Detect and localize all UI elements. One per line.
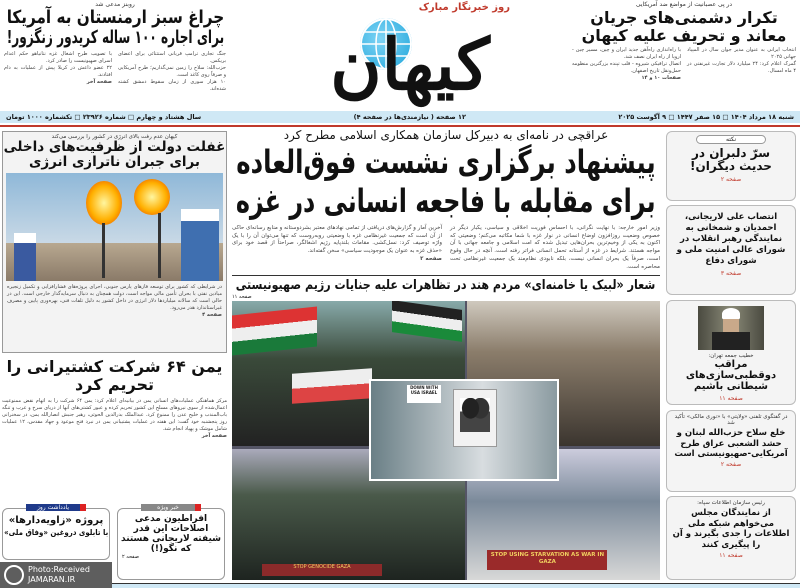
bullet: گمرک اعلام کرد: ۲۴ میلیارد دلار تجارت غیرنفتی در ۴ ماه امسال.	[687, 61, 796, 74]
page-ref: صفحه آخر	[86, 78, 112, 85]
kicker-text: عراقچی در نامه‌ای به دبیرکل سازمان همکاری اسلامی مطرح کرد	[283, 128, 609, 142]
page-ref: صفحه ۲	[720, 460, 742, 468]
worker	[14, 233, 36, 281]
flag	[392, 301, 462, 342]
headline	[232, 145, 660, 181]
flag	[232, 306, 317, 355]
headline-text: یمن ۶۴ شرکت کشتیرانی را	[6, 357, 223, 376]
kicker: در گفتگوی تلفنی «ولایتی» با «نوری مالکی» تأکید شد	[674, 414, 788, 426]
headline: مراقب دوقطبی‌سازی‌های شیطانی باشیم	[685, 359, 777, 393]
energy-story[interactable]	[2, 131, 227, 353]
bullet: با تصویب طرح اشغال غزه نتانیاهو حکم اعدام اسرای صهیونیست را صادر کرد.	[4, 50, 112, 64]
sign: STOP GENOCIDE GAZA	[262, 564, 382, 576]
india-headline[interactable]	[232, 279, 660, 294]
date: شنبه ۱۸ مرداد ۱۴۰۴ □ ۱۵ صفر ۱۴۴۷ □ ۹ آگوست ۲۰۲۵	[618, 113, 794, 121]
headline-text: برای جبران ناترازی انرژی	[29, 154, 200, 171]
sign: DOWN WITH USA ISRAEL	[407, 385, 441, 403]
page-ref: صفحه ۲	[122, 554, 139, 561]
logo: کیهان	[330, 23, 490, 106]
page-ref: صفحات ۱۰ و ۱۴	[641, 75, 681, 81]
headline	[232, 184, 660, 220]
watermark	[0, 562, 112, 588]
info-bar	[0, 111, 800, 123]
bullet: با راه‌اندازی راه‌آهن جدید ایران و چین، مسیر چین - اروپا از راه ایران نصف شد.	[572, 47, 681, 60]
bullet: اتصال ترافیکی شیروه - قلب تپنده بزرگترین منظومه حمل‌ونقل تاریخ اصفهان.	[572, 61, 681, 74]
sidebar-item-hezbollah[interactable]	[666, 410, 796, 492]
portrait-poster	[453, 389, 497, 447]
sidebar-item-friday-prayer[interactable]	[666, 300, 796, 405]
page-ref: صفحه آخر	[201, 432, 227, 439]
headline	[3, 140, 226, 155]
page-ref: صفحه ۱۱	[719, 394, 743, 402]
headline: از نمایندگان مجلس می‌خواهم شبکه ملی اطلاعات را جدی بگیرند و آن را پیگیری کنند	[672, 508, 790, 550]
photo-portrait-center	[369, 379, 559, 481]
bullet: ۱۰ هزار سوری از زمان سقوط دمشق کشته شده‌اند.	[118, 78, 226, 92]
lead-story[interactable]	[232, 129, 660, 271]
headline: انتصاب علی لاریجانی، احمدیان و شمخانی به نمایندگی رهبر انقلاب در شورای عالی امنیت ملی و شورای دفاع	[676, 212, 786, 267]
top-left-story[interactable]	[4, 1, 226, 110]
center-column	[232, 129, 660, 580]
headline-text: پیشنهاد برگزاری نشست فوق‌العاده	[236, 143, 656, 182]
page-ref: صفحه ۳	[720, 270, 742, 278]
bullet: حزب‌الله: سلاح را زمین نمی‌گذاریم؛ طرح آمریکایی و صرفاً روی کاغذ است.	[118, 64, 226, 78]
body: وزیر امور خارجه: با نهایت نگرانی، با احساس فوریت اخلاقی و سیاسی، یکبار دیگر در خصوص وضعیت روزافزون اوضاع انسانی در نوار غزه با شما مکاتبه می‌کنم؛ وضعیتی که اکنون به یکی از وخیم‌ترین بحران‌هایی تبدیل شده که امت اسلامی و جامعه جهانی با آن مواجه هستند. شرایط در غزه از آستانه تحمل انسانی فراتر رفته است. آنچه در حال وقوع است، صرفاً یک بحران انسانی نیست، بلکه نابودی نظام‌مند یک جمعیت غیرنظامی تحت محاصره است.	[450, 225, 660, 270]
worker	[181, 209, 219, 281]
kicker: روبنز مدعی شد	[95, 1, 135, 8]
bottom-bar	[112, 583, 800, 588]
headline	[4, 8, 226, 28]
watermark-line: JAMARAN.IR	[28, 575, 76, 584]
kicker: رئیس سازمان اطلاعات سپاه:	[697, 500, 765, 506]
page-ref: صفحه ۲	[420, 255, 442, 262]
headline	[4, 28, 226, 48]
gas-flare-photo	[6, 173, 223, 281]
headline-text: چراغ سبز ارمنستان به آمریکا	[6, 7, 224, 29]
body: در شرایطی که کشور برای توسعه فازهای پارس جنوبی، اجرای پروژه‌های فشارافزایی و تکمیل زنجیره میادین نفتی با بحران تأمین مالی مواجه است، دولت همچنان به دنبال سرمایه‌گذار خارجی است. این در حالی است که سالانه میلیاردها دلار انرژی در داخل کشور به دلیل تلفات فنی، بهره‌وری پایین و مصرف غیراستاندارد هدر می‌رود.	[7, 284, 222, 312]
sidebar-item-note[interactable]	[666, 131, 796, 201]
headline: افراطیون مدعی اصلاحات این قدر شیفته لاریجانی هستند که نگو(!)	[121, 514, 221, 555]
subheadline	[3, 529, 109, 538]
tag: یادداشت روز	[26, 504, 86, 511]
special-news-box[interactable]	[117, 504, 225, 580]
flame	[86, 181, 122, 225]
watermark-line: Photo:Received	[28, 565, 90, 575]
subheadline-text: با تابلوی دروغین «وفاق ملی»	[3, 528, 108, 538]
headline: تکرار دشمنی‌های جریان معاند و تحریف علیه کیهان	[581, 8, 787, 46]
kicker: خطیب جمعه تهران:	[708, 353, 754, 359]
editorial-box[interactable]	[2, 504, 110, 560]
page-ref: صفحه ۲	[720, 175, 742, 183]
bullet: انتخاب ایرانی به عنوان مدیر جوان سال در المپیاد جهانی ۲۰۲۵	[687, 47, 796, 60]
jamaran-logo-icon	[4, 565, 24, 585]
yemen-story[interactable]	[2, 358, 227, 504]
tag: نکته	[696, 135, 766, 144]
headline: سرّ دلبران در حدیث دیگران!	[690, 146, 772, 174]
headline	[2, 376, 227, 394]
cleric-photo	[698, 306, 764, 350]
headline: خلع سلاح حزب‌الله لبنان و حشد الشعبی عراق طرح آمریکایی-صهیونیستی است	[674, 428, 788, 460]
headline: پروژه «زاویه‌دارها»	[8, 515, 104, 526]
protest-photo-collage[interactable]	[232, 301, 660, 580]
body: مرکز هماهنگی عملیات‌های انسانی یمن در بیانیه‌ای اعلام کرد: یمن ۶۴ شرکت را به اتهام نقض ممنوعیت اعمال‌شده از سوی نیروهای مسلح این کشور تحریم کرده و عبور کشتی‌های آنها از دریای سرخ و عرب و تنگه باب‌المندب و خلیج عدن را ممنوع کرد. عبدالملک بدرالدین الحوثی، رهبر جنبش انصارالله یمن، در سخنرانی روز پنجشنبه خود گفت: این هفته در عملیات پشتیبانی یمن در نبرد فتح موعود و جهاد مقدس، ۱۲ عملیات شامل موشک و پهپاد انجام شد.	[2, 397, 228, 432]
body: آخرین آمار و گزارش‌های دریافتی از تمامی نهادهای معتبر بشردوستانه و منابع رسانه‌ای حاکی از آن است که جمعیت غیرنظامی غزه با وضعیتی روبه‌روست که تنها می‌توان آن را با یک واژه توصیف کرد: نسل‌کشی. مقامات بلندپایه رژیم اشغالگر، صراحتاً از قصد خود برای «حذف غزه به عنوان یک موجودیت سیاسی» سخن گفته‌اند.	[232, 225, 442, 255]
kicker	[232, 129, 660, 142]
flag	[292, 368, 372, 404]
kicker: کیهان عدم رفت بالای انرژی در کشور را بررسی می‌کند	[51, 134, 178, 140]
sidebar-item-appointment[interactable]	[666, 205, 796, 295]
divider	[232, 275, 660, 276]
flame	[134, 179, 170, 215]
headline-text: برای اجاره ۱۰۰ ساله کریدور زنگزور!	[6, 27, 224, 49]
divider	[0, 125, 800, 127]
page-count: ۱۲ صفحه ( نیازمندی‌ها در صفحه ۴)	[353, 113, 466, 121]
headline-text: غفلت دولت از ظرفیت‌های داخلی	[3, 139, 226, 155]
sidebar-item-intelligence[interactable]	[666, 496, 796, 580]
kicker: در پی عصبانیت از مواضع ضد آمریکایی	[635, 1, 733, 8]
bullet: جنگ تجاری ترامپ قربانی استثنائی برای اعضای بریکس.	[118, 50, 226, 64]
top-right-story[interactable]	[572, 1, 796, 110]
bullet: ۲۲ عضو داعش در کربلا پیش از عملیات به دام افتادند.	[4, 64, 112, 78]
tag: خبر ویژه	[141, 504, 201, 511]
page-ref: صفحه ۱۱	[232, 293, 252, 300]
banner-sign: STOP USING STARVATION AS WAR IN GAZA	[487, 550, 607, 570]
banner: روز خبرنگار مبارک	[418, 2, 510, 13]
headline	[2, 358, 227, 376]
page-ref: صفحه ۱۱	[719, 551, 743, 559]
headline-text: برای مقابله با فاجعه انسانی در غزه	[235, 182, 656, 221]
masthead	[240, 0, 570, 110]
issue-info: سال هشتاد و چهارم □ شماره ۲۳۹۲۶ □ تکشماره ۱۰۰۰ تومان	[6, 113, 202, 121]
headline	[3, 155, 226, 170]
india-headline-text: شعار «لبیک یا خامنه‌ای» مردم هند در تظاهرات علیه جنایات رژیم صهیونیستی	[236, 278, 656, 294]
page-ref: صفحه ۴	[202, 312, 222, 319]
headline-text: تحریم کرد	[74, 374, 155, 394]
